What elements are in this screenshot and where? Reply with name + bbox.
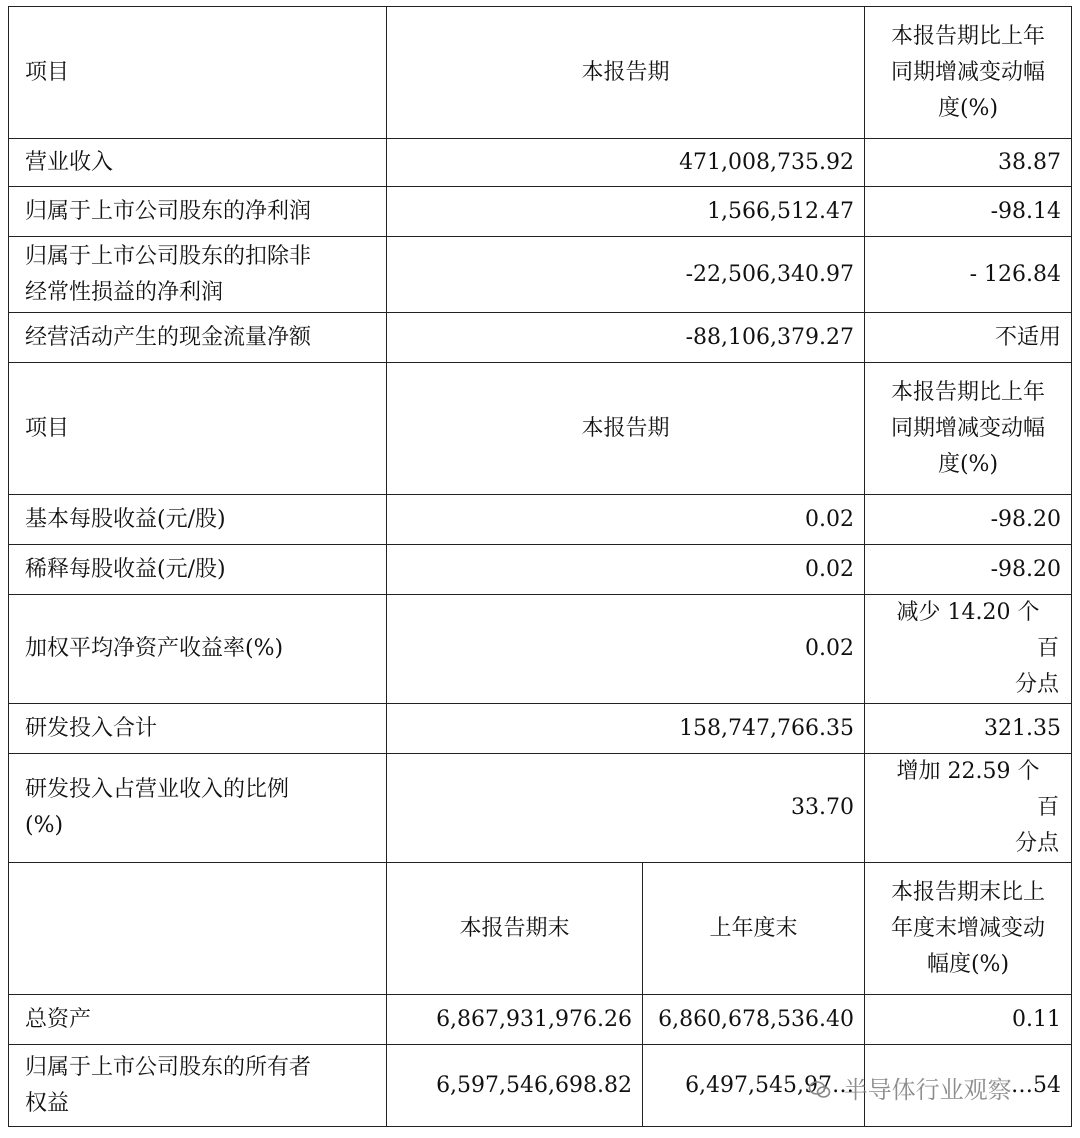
section3-header-row <box>9 863 1072 995</box>
header-item: 项目 <box>9 363 387 495</box>
row-label: 稀释每股收益(元/股) <box>9 545 387 595</box>
header-item <box>9 863 387 995</box>
row-change: 不适用 <box>865 313 1072 363</box>
header-item: 项目 <box>9 7 387 139</box>
row-value: 158,747,766.35 <box>387 704 865 754</box>
row-label: 营业收入 <box>9 139 387 187</box>
row-label: 归属于上市公司股东的净利润 <box>9 187 387 237</box>
row-value: 0.02 <box>387 595 865 704</box>
table-row <box>9 237 1072 313</box>
financial-summary-table <box>8 6 1072 1127</box>
row-value: 471,008,735.92 <box>387 139 865 187</box>
row-value: 33.70 <box>387 754 865 863</box>
wechat-icon <box>808 1078 832 1102</box>
header-change: 本报告期比上年 同期增减变动幅 度(%) <box>865 7 1072 139</box>
header-current-end: 本报告期末 <box>387 863 643 995</box>
row-change: 增加 22.59 个 百 分点 <box>865 754 1072 863</box>
row-change: …54 <box>865 1045 1072 1127</box>
row-value: -22,506,340.97 <box>387 237 865 313</box>
row-current-end: 6,597,546,698.82 <box>387 1045 643 1127</box>
table-row <box>9 313 1072 363</box>
table-row <box>9 187 1072 237</box>
row-label: 经营活动产生的现金流量净额 <box>9 313 387 363</box>
header-change: 本报告期比上年 同期增减变动幅 度(%) <box>865 363 1072 495</box>
row-change: -98.14 <box>865 187 1072 237</box>
row-label: 总资产 <box>9 995 387 1045</box>
row-label: 归属于上市公司股东的扣除非 经常性损益的净利润 <box>9 237 387 313</box>
header-prior-end: 上年度末 <box>643 863 865 995</box>
header-change: 本报告期末比上 年度末增减变动 幅度(%) <box>865 863 1072 995</box>
row-change: -98.20 <box>865 545 1072 595</box>
section1-header-row <box>9 7 1072 139</box>
table-row <box>9 545 1072 595</box>
row-label: 归属于上市公司股东的所有者 权益 <box>9 1045 387 1127</box>
row-label: 研发投入占营业收入的比例 (%) <box>9 754 387 863</box>
row-change: - 126.84 <box>865 237 1072 313</box>
row-value: 0.02 <box>387 545 865 595</box>
table-row <box>9 495 1072 545</box>
row-value: 0.02 <box>387 495 865 545</box>
row-label: 加权平均净资产收益率(%) <box>9 595 387 704</box>
row-change: 38.87 <box>865 139 1072 187</box>
row-prior-end: 6,860,678,536.40 <box>643 995 865 1045</box>
header-current-period: 本报告期 <box>387 7 865 139</box>
row-current-end: 6,867,931,976.26 <box>387 995 643 1045</box>
row-prior-end: 6,497,545,97… <box>643 1045 865 1127</box>
row-change: 0.11 <box>865 995 1072 1045</box>
row-label: 研发投入合计 <box>9 704 387 754</box>
row-value: 1,566,512.47 <box>387 187 865 237</box>
watermark-text: 半导体行业观察 <box>843 1076 1012 1104</box>
row-label: 基本每股收益(元/股) <box>9 495 387 545</box>
table-row <box>9 139 1072 187</box>
table-row <box>9 754 1072 863</box>
table-row <box>9 595 1072 704</box>
watermark <box>808 1070 1012 1105</box>
row-change: 减少 14.20 个 百 分点 <box>865 595 1072 704</box>
header-current-period: 本报告期 <box>387 363 865 495</box>
table-row <box>9 704 1072 754</box>
row-value: -88,106,379.27 <box>387 313 865 363</box>
row-change: -98.20 <box>865 495 1072 545</box>
table-row <box>9 995 1072 1045</box>
section2-header-row <box>9 363 1072 495</box>
row-change: 321.35 <box>865 704 1072 754</box>
